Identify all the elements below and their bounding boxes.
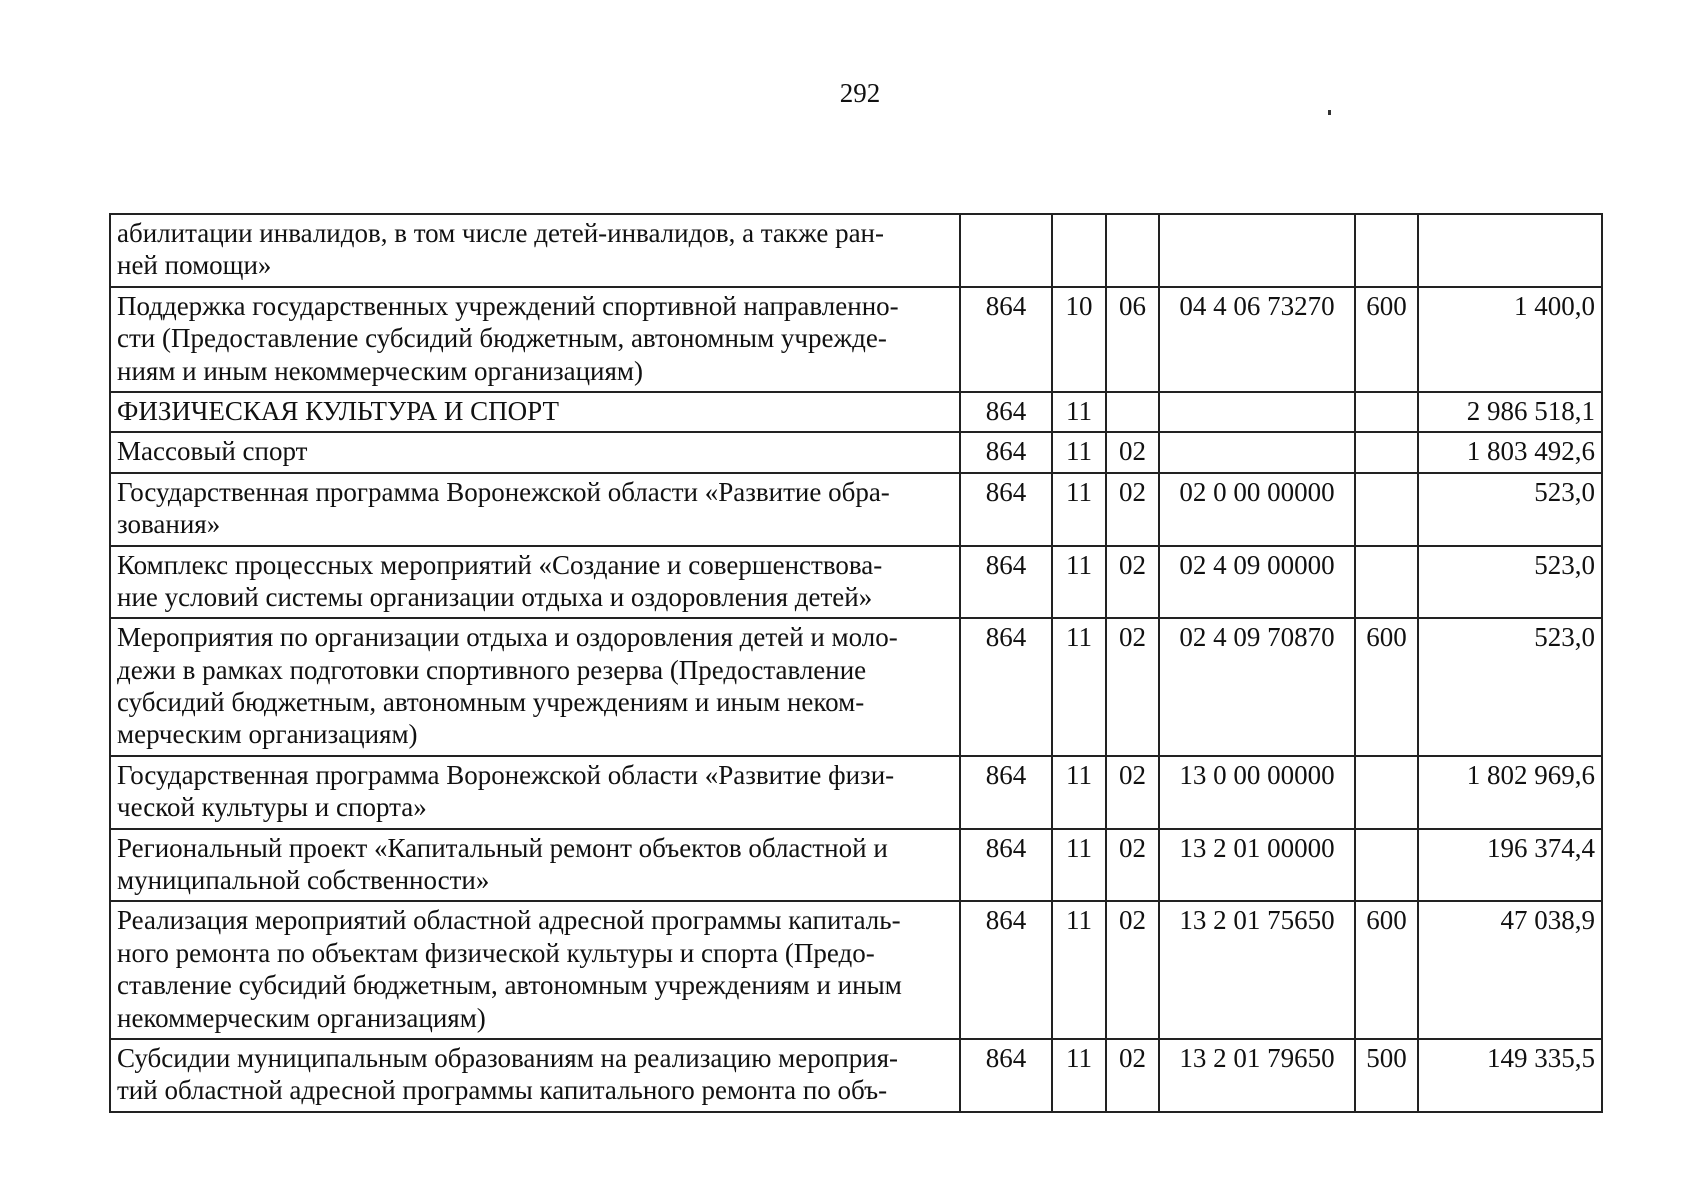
- row-target-article-cell: 13 2 01 79650: [1159, 1039, 1355, 1112]
- row-name-cell: Государственная программа Воронежской области «Развитие обра- зования»: [110, 473, 960, 546]
- row-target-article-cell: 13 2 01 75650: [1159, 901, 1355, 1039]
- row-subsection-cell: 02: [1106, 473, 1159, 546]
- table-row: [110, 756, 1602, 829]
- row-grbs-cell: 864: [960, 432, 1052, 472]
- table-row: [110, 432, 1602, 472]
- row-sum-cell: 523,0: [1418, 618, 1602, 756]
- row-subsection-cell: 02: [1106, 756, 1159, 829]
- row-sum-cell: 523,0: [1418, 473, 1602, 546]
- row-section-cell: 10: [1052, 287, 1106, 392]
- row-name-cell: Мероприятия по организации отдыха и оздоровления детей и моло- дежи в рамках подготовки спортивного резерва (Предоставление субсидий бюджетным, автономным учреждениям и иным неком- мерческим организациям): [110, 618, 960, 756]
- row-section-cell: [1052, 214, 1106, 287]
- row-sum-cell: 196 374,4: [1418, 829, 1602, 902]
- row-grbs-cell: 864: [960, 546, 1052, 619]
- row-grbs-cell: 864: [960, 618, 1052, 756]
- row-expense-type-cell: [1355, 756, 1418, 829]
- table-row: [110, 618, 1602, 756]
- row-target-article-cell: 02 4 09 70870: [1159, 618, 1355, 756]
- row-name-cell: Реализация мероприятий областной адресной программы капиталь- ного ремонта по объектам физической культуры и спорта (Предо- ставление субсидий бюджетным, автономным учреждениям и иным некоммерческим организациям): [110, 901, 960, 1039]
- row-expense-type-cell: 500: [1355, 1039, 1418, 1112]
- page-number: 292: [839, 78, 881, 108]
- row-sum-cell: 1 803 492,6: [1418, 432, 1602, 472]
- row-expense-type-cell: [1355, 473, 1418, 546]
- table-row: [110, 473, 1602, 546]
- row-section-cell: 11: [1052, 473, 1106, 546]
- row-expense-type-cell: [1355, 546, 1418, 619]
- row-grbs-cell: 864: [960, 392, 1052, 432]
- row-expense-type-cell: [1355, 432, 1418, 472]
- row-target-article-cell: [1159, 214, 1355, 287]
- row-sum-cell: 1 400,0: [1418, 287, 1602, 392]
- table-row: [110, 901, 1602, 1039]
- row-subsection-cell: 02: [1106, 432, 1159, 472]
- row-grbs-cell: 864: [960, 287, 1052, 392]
- row-sum-cell: 523,0: [1418, 546, 1602, 619]
- row-expense-type-cell: [1355, 829, 1418, 902]
- row-target-article-cell: 02 4 09 00000: [1159, 546, 1355, 619]
- row-sum-cell: 149 335,5: [1418, 1039, 1602, 1112]
- table-row: [110, 546, 1602, 619]
- row-name-cell: Комплекс процессных мероприятий «Создание и совершенствова- ние условий системы организации отдыха и оздоровления детей»: [110, 546, 960, 619]
- table-row: [110, 287, 1602, 392]
- row-name-cell: Региональный проект «Капитальный ремонт объектов областной и муниципальной собственности»: [110, 829, 960, 902]
- row-sum-cell: [1418, 214, 1602, 287]
- budget-table-body: [110, 214, 1602, 1112]
- row-section-cell: 11: [1052, 546, 1106, 619]
- row-grbs-cell: 864: [960, 1039, 1052, 1112]
- row-section-cell: 11: [1052, 1039, 1106, 1112]
- row-expense-type-cell: 600: [1355, 901, 1418, 1039]
- row-name-cell: Массовый спорт: [110, 432, 960, 472]
- row-subsection-cell: 02: [1106, 1039, 1159, 1112]
- row-name-cell: Поддержка государственных учреждений спортивной направленно- сти (Предоставление субсидий бюджетным, автономным учрежде- ниям и иным некоммерческим организациям): [110, 287, 960, 392]
- row-grbs-cell: 864: [960, 756, 1052, 829]
- row-sum-cell: 2 986 518,1: [1418, 392, 1602, 432]
- row-section-cell: 11: [1052, 432, 1106, 472]
- row-section-cell: 11: [1052, 618, 1106, 756]
- table-row: [110, 1039, 1602, 1112]
- row-subsection-cell: 02: [1106, 618, 1159, 756]
- row-section-cell: 11: [1052, 901, 1106, 1039]
- row-target-article-cell: 04 4 06 73270: [1159, 287, 1355, 392]
- row-grbs-cell: 864: [960, 473, 1052, 546]
- row-name-cell: Субсидии муниципальным образованиям на реализацию мероприя- тий областной адресной программы капитального ремонта по объ-: [110, 1039, 960, 1112]
- row-section-cell: 11: [1052, 392, 1106, 432]
- row-section-cell: 11: [1052, 756, 1106, 829]
- row-subsection-cell: 02: [1106, 829, 1159, 902]
- row-grbs-cell: 864: [960, 901, 1052, 1039]
- row-sum-cell: 47 038,9: [1418, 901, 1602, 1039]
- table-row: [110, 829, 1602, 902]
- row-expense-type-cell: [1355, 392, 1418, 432]
- row-expense-type-cell: 600: [1355, 287, 1418, 392]
- row-name-cell: абилитации инвалидов, в том числе детей-инвалидов, а также ран- ней помощи»: [110, 214, 960, 287]
- row-section-cell: 11: [1052, 829, 1106, 902]
- row-target-article-cell: [1159, 432, 1355, 472]
- row-subsection-cell: [1106, 392, 1159, 432]
- row-name-cell: Государственная программа Воронежской области «Развитие физи- ческой культуры и спорта»: [110, 756, 960, 829]
- row-target-article-cell: 13 0 00 00000: [1159, 756, 1355, 829]
- row-expense-type-cell: [1355, 214, 1418, 287]
- row-grbs-cell: [960, 214, 1052, 287]
- row-target-article-cell: 02 0 00 00000: [1159, 473, 1355, 546]
- row-sum-cell: 1 802 969,6: [1418, 756, 1602, 829]
- row-grbs-cell: 864: [960, 829, 1052, 902]
- row-expense-type-cell: 600: [1355, 618, 1418, 756]
- budget-table: [109, 213, 1603, 1113]
- row-subsection-cell: 02: [1106, 901, 1159, 1039]
- row-name-cell: ФИЗИЧЕСКАЯ КУЛЬТУРА И СПОРТ: [110, 392, 960, 432]
- row-target-article-cell: 13 2 01 00000: [1159, 829, 1355, 902]
- row-subsection-cell: 06: [1106, 287, 1159, 392]
- table-row: [110, 214, 1602, 287]
- row-target-article-cell: [1159, 392, 1355, 432]
- row-subsection-cell: 02: [1106, 546, 1159, 619]
- table-row: [110, 392, 1602, 432]
- scan-speck: [1328, 110, 1331, 115]
- row-subsection-cell: [1106, 214, 1159, 287]
